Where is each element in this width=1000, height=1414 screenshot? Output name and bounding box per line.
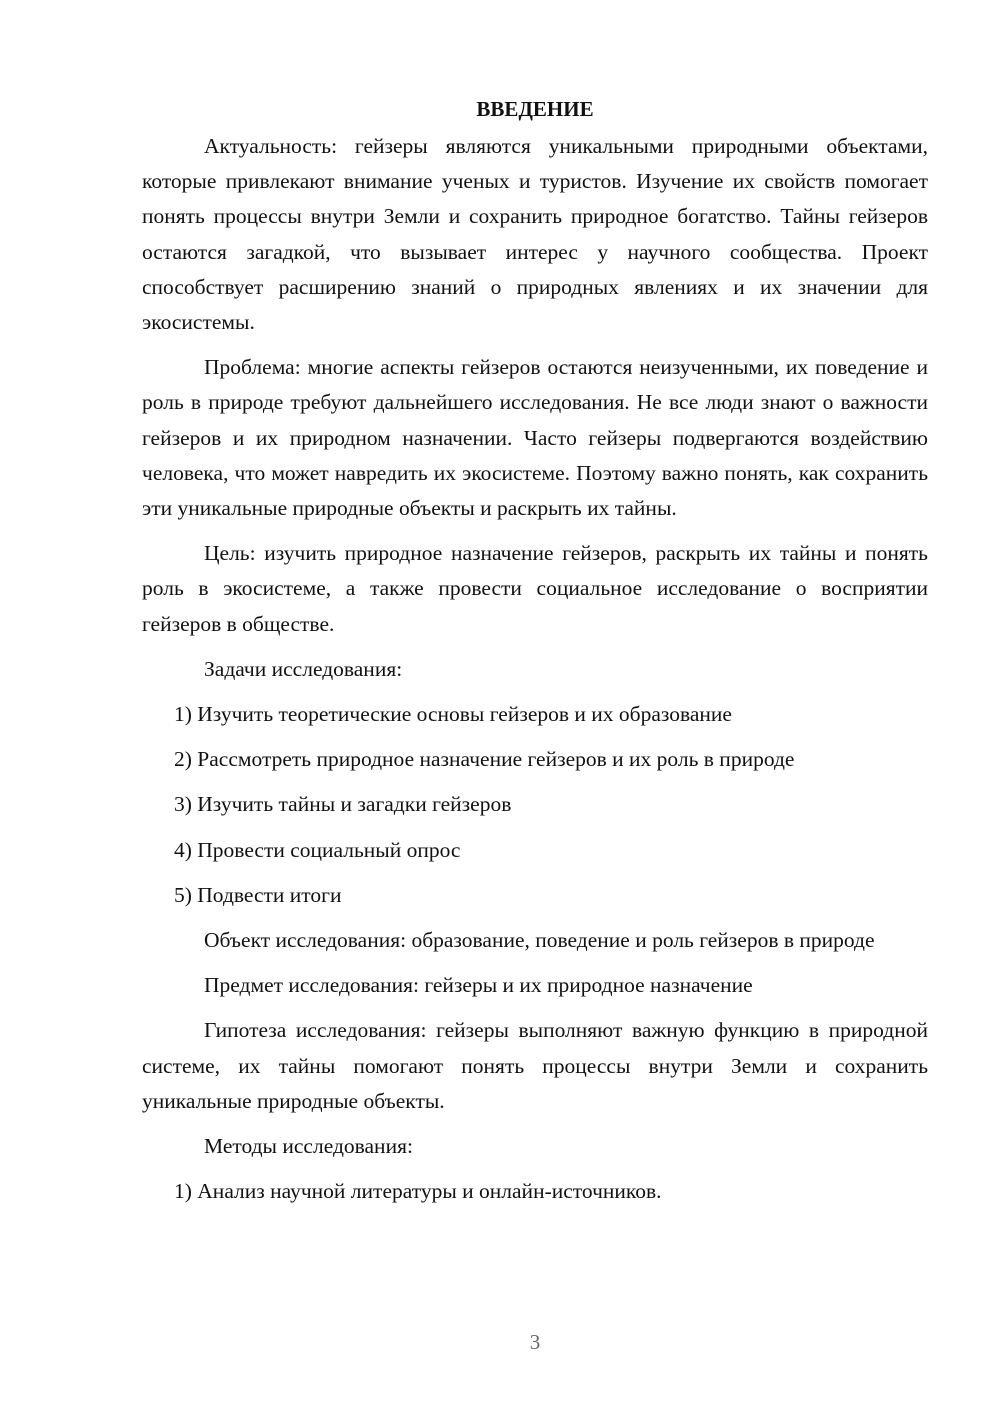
task-item: 4) Провести социальный опрос [174,837,461,862]
object-paragraph: Объект исследования: образование, поведение и роль гейзеров в природе [204,928,875,953]
task-item: 1) Изучить теоретические основы гейзеров и их образование [174,702,732,727]
goal-paragraph: Цель: изучить природное назначение гейзеров, раскрыть их тайны и понять роль в экосистеме, а также провести социальное исследование о восприятии гейзеров в обществе. [142,541,928,636]
method-item: 1) Анализ научной литературы и онлайн-источников. [174,1179,662,1204]
tasks-heading: Задачи исследования: [204,656,403,681]
page-number: 3 [529,1330,541,1354]
document-page [142,92,928,1219]
methods-heading: Методы исследования: [204,1134,413,1159]
problem-paragraph: Проблема: многие аспекты гейзеров остаются неизученными, их поведение и роль в природе требуют дальнейшего исследования. Не все люди знают о важности гейзеров и их природном назначении. Часто гейзеры подвергаются воздействию человека, что может навредить их экосистеме. Поэтому важно понять, как сохранить эти уникальные природные объекты и раскрыть их тайны. [142,355,928,521]
subject-paragraph: Предмет исследования: гейзеры и их природное назначение [204,973,753,998]
hypothesis-paragraph: Гипотеза исследования: гейзеры выполняют важную функцию в природной системе, их тайны помогают понять процессы внутри Земли и сохранить уникальные природные объекты. [142,1018,928,1113]
task-item: 2) Рассмотреть природное назначение гейзеров и их роль в природе [174,747,795,772]
task-item: 5) Подвести итоги [174,882,342,907]
section-title: ВВЕДЕНИЕ [476,97,594,121]
relevance-paragraph: Актуальность: гейзеры являются уникальными природными объектами, которые привлекают внимание ученых и туристов. Изучение их свойств помогает понять процессы внутри Земли и сохранить природное богатство. Тайны гейзеров остаются загадкой, что вызывает интерес у научного сообщества. Проект способствует расширению знаний о природных явлениях и их значении для экосистемы. [142,134,928,335]
task-item: 3) Изучить тайны и загадки гейзеров [174,792,512,817]
